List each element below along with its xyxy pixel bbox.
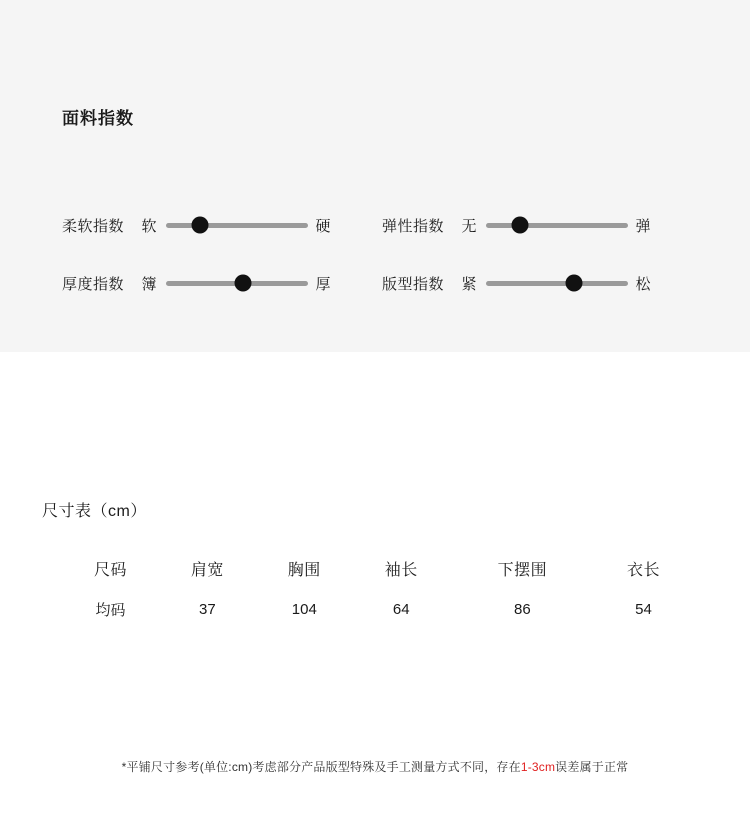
- footnote-highlight: 1-3cm: [520, 760, 556, 774]
- slider-end-label: 厚: [315, 275, 331, 293]
- slider-softness: [62, 215, 352, 236]
- slider-knob[interactable]: [566, 275, 583, 292]
- slider-knob[interactable]: [234, 275, 251, 292]
- column-header: 袖长: [384, 562, 418, 579]
- fabric-slider-row: [0, 196, 750, 254]
- slider-knob[interactable]: [512, 217, 529, 234]
- slider-end-label: 弹: [635, 217, 651, 235]
- footnote-text-after: 误差属于正常: [555, 760, 629, 774]
- table-cell: 86: [514, 601, 531, 618]
- slider-label: 弹性指数: [382, 217, 445, 235]
- slider-knob[interactable]: [192, 217, 209, 234]
- fabric-slider-grid: [0, 196, 750, 312]
- slider-thickness: [62, 273, 352, 294]
- column-header: 肩宽: [190, 562, 224, 579]
- size-table-title: 尺寸表（cm）: [42, 503, 147, 520]
- slider-fit: [382, 273, 682, 294]
- column-header: 尺码: [93, 562, 127, 579]
- column-header: 衣长: [627, 562, 661, 579]
- table-cell: 均码: [95, 602, 126, 619]
- size-table-head: [62, 548, 692, 589]
- slider-end-label: 松: [635, 275, 651, 293]
- size-table: [62, 548, 692, 630]
- table-cell: 104: [291, 601, 317, 618]
- fabric-slider-row: [0, 254, 750, 312]
- column-header: 胸围: [287, 562, 321, 579]
- size-table-section: [0, 448, 750, 820]
- slider-label: 版型指数: [382, 275, 445, 293]
- size-table-body: [62, 589, 692, 630]
- slider-track[interactable]: [166, 281, 308, 286]
- slider-track[interactable]: [166, 223, 308, 228]
- column-header: 下摆围: [497, 562, 548, 579]
- slider-start-label: 紧: [461, 275, 477, 293]
- size-footnote: [0, 758, 750, 775]
- slider-label: 厚度指数: [62, 275, 125, 293]
- slider-start-label: 簿: [141, 275, 157, 293]
- table-cell: 37: [199, 601, 216, 618]
- slider-label: 柔软指数: [62, 217, 125, 235]
- fabric-index-title: 面料指数: [62, 109, 134, 128]
- table-cell: 64: [392, 601, 410, 618]
- slider-track[interactable]: [486, 281, 628, 286]
- slider-track[interactable]: [486, 223, 628, 228]
- footnote-text-before: *平铺尺寸参考(单位:cm)考虑部分产品版型特殊及手工测量方式不同，存在: [121, 760, 521, 774]
- slider-end-label: 硬: [315, 217, 331, 235]
- table-cell: 54: [635, 601, 652, 618]
- table-header-row: [62, 548, 692, 589]
- fabric-index-section: [0, 0, 750, 352]
- slider-start-label: 软: [141, 217, 157, 235]
- table-row: [62, 589, 692, 630]
- slider-start-label: 无: [461, 217, 477, 235]
- slider-elasticity: [382, 215, 682, 236]
